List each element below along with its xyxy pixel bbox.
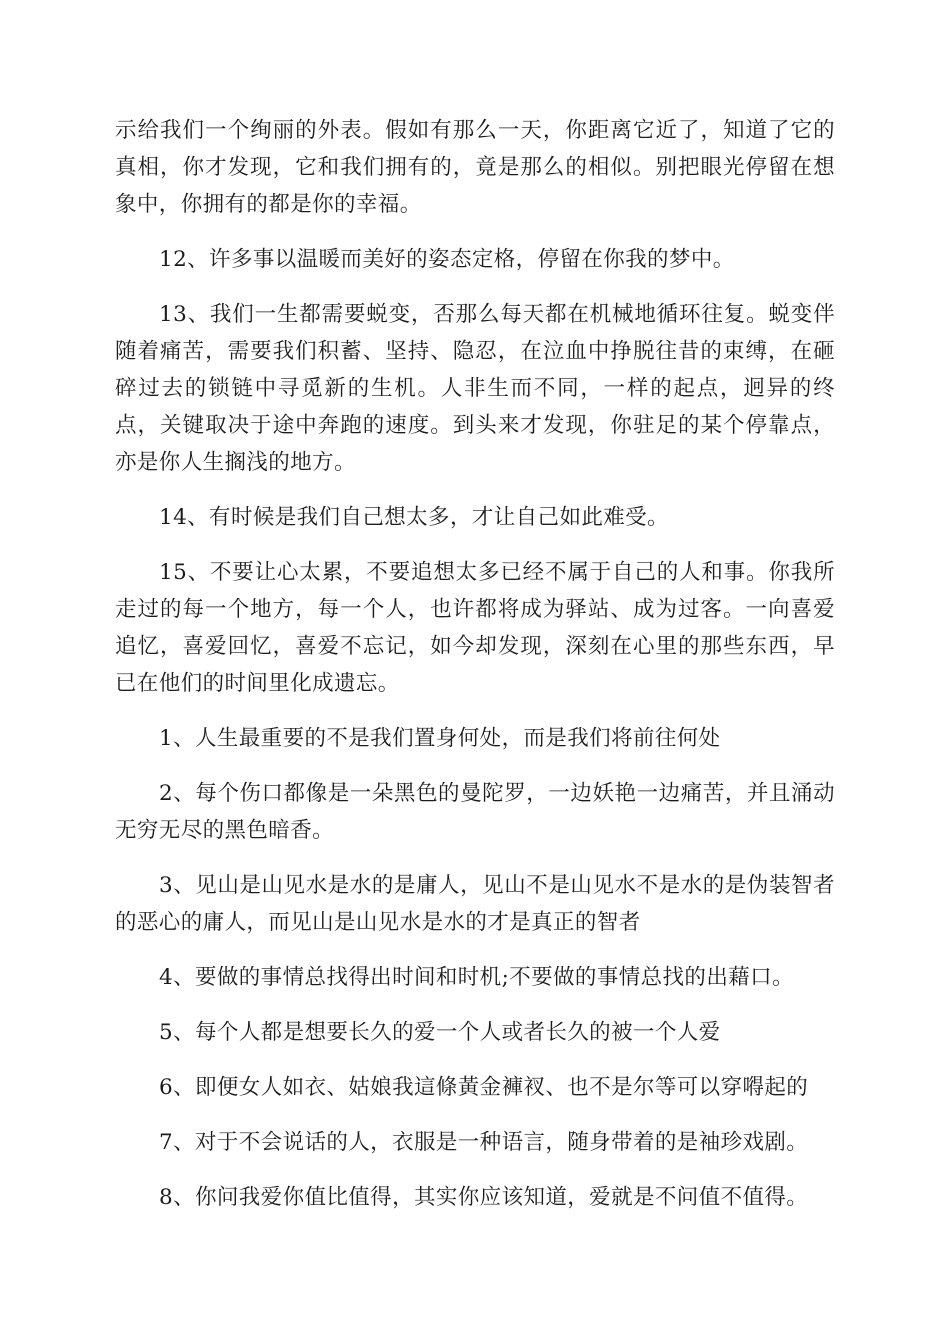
document-body — [115, 112, 835, 1234]
paragraph-item-13: 13、我们一生都需要蜕变，否那么每天都在机械地循环往复。蜕变伴随着痛苦，需要我们积蓄、坚持、隐忍，在泣血中挣脱往昔的束缚，在砸碎过去的锁链中寻觅新的生机。人非生而不同，一样的起点，迥异的终点，关键取决于途中奔跑的速度。到头来才发现，你驻足的某个停靠点，亦是你人生搁浅的地方。 — [115, 302, 835, 475]
paragraph-item-2: 2、每个伤口都像是一朵黑色的曼陀罗，一边妖艳一边痛苦，并且涌动无穷无尽的黑色暗香。 — [115, 781, 835, 843]
paragraph-item-14: 14、有时候是我们自己想太多，才让自己如此难受。 — [159, 505, 669, 530]
paragraph-item-12: 12、许多事以温暖而美好的姿态定格，停留在你我的梦中。 — [159, 247, 735, 272]
paragraph-item-4: 4、要做的事情总找得出时间和时机;不要做的事情总找的出藉口。 — [159, 965, 794, 990]
paragraph-item-6: 6、即便女人如衣、姑娘我這條黃金褲衩、也不是尔等可以穿嘚起的 — [159, 1075, 809, 1100]
paragraph-item-7: 7、对于不会说话的人，衣服是一种语言，随身带着的是袖珍戏剧。 — [159, 1130, 809, 1155]
paragraph-continuation: 示给我们一个绚丽的外表。假如有那么一天，你距离它近了，知道了它的真相，你才发现，它和我们拥有的，竟是那么的相似。别把眼光停留在想象中，你拥有的都是你的幸福。 — [115, 118, 835, 217]
paragraph-item-8: 8、你问我爱你值比值得，其实你应该知道，爱就是不问值不值得。 — [159, 1185, 809, 1210]
paragraph-item-3: 3、见山是山见水是水的是庸人，见山不是山见水不是水的是伪装智者的恶心的庸人，而见山是山见水是水的才是真正的智者 — [115, 873, 835, 935]
paragraph-item-15: 15、不要让心太累，不要追想太多已经不属于自己的人和事。你我所走过的每一个地方，每一个人，也许都将成为驿站、成为过客。一向喜爱追忆，喜爱回忆，喜爱不忘记，如今却发现，深刻在心里的那些东西，早已在他们的时间里化成遗忘。 — [115, 560, 835, 696]
paragraph-item-5: 5、每个人都是想要长久的爱一个人或者长久的被一个人爱 — [159, 1020, 721, 1045]
paragraph-item-1: 1、人生最重要的不是我们置身何处，而是我们将前往何处 — [159, 726, 721, 751]
